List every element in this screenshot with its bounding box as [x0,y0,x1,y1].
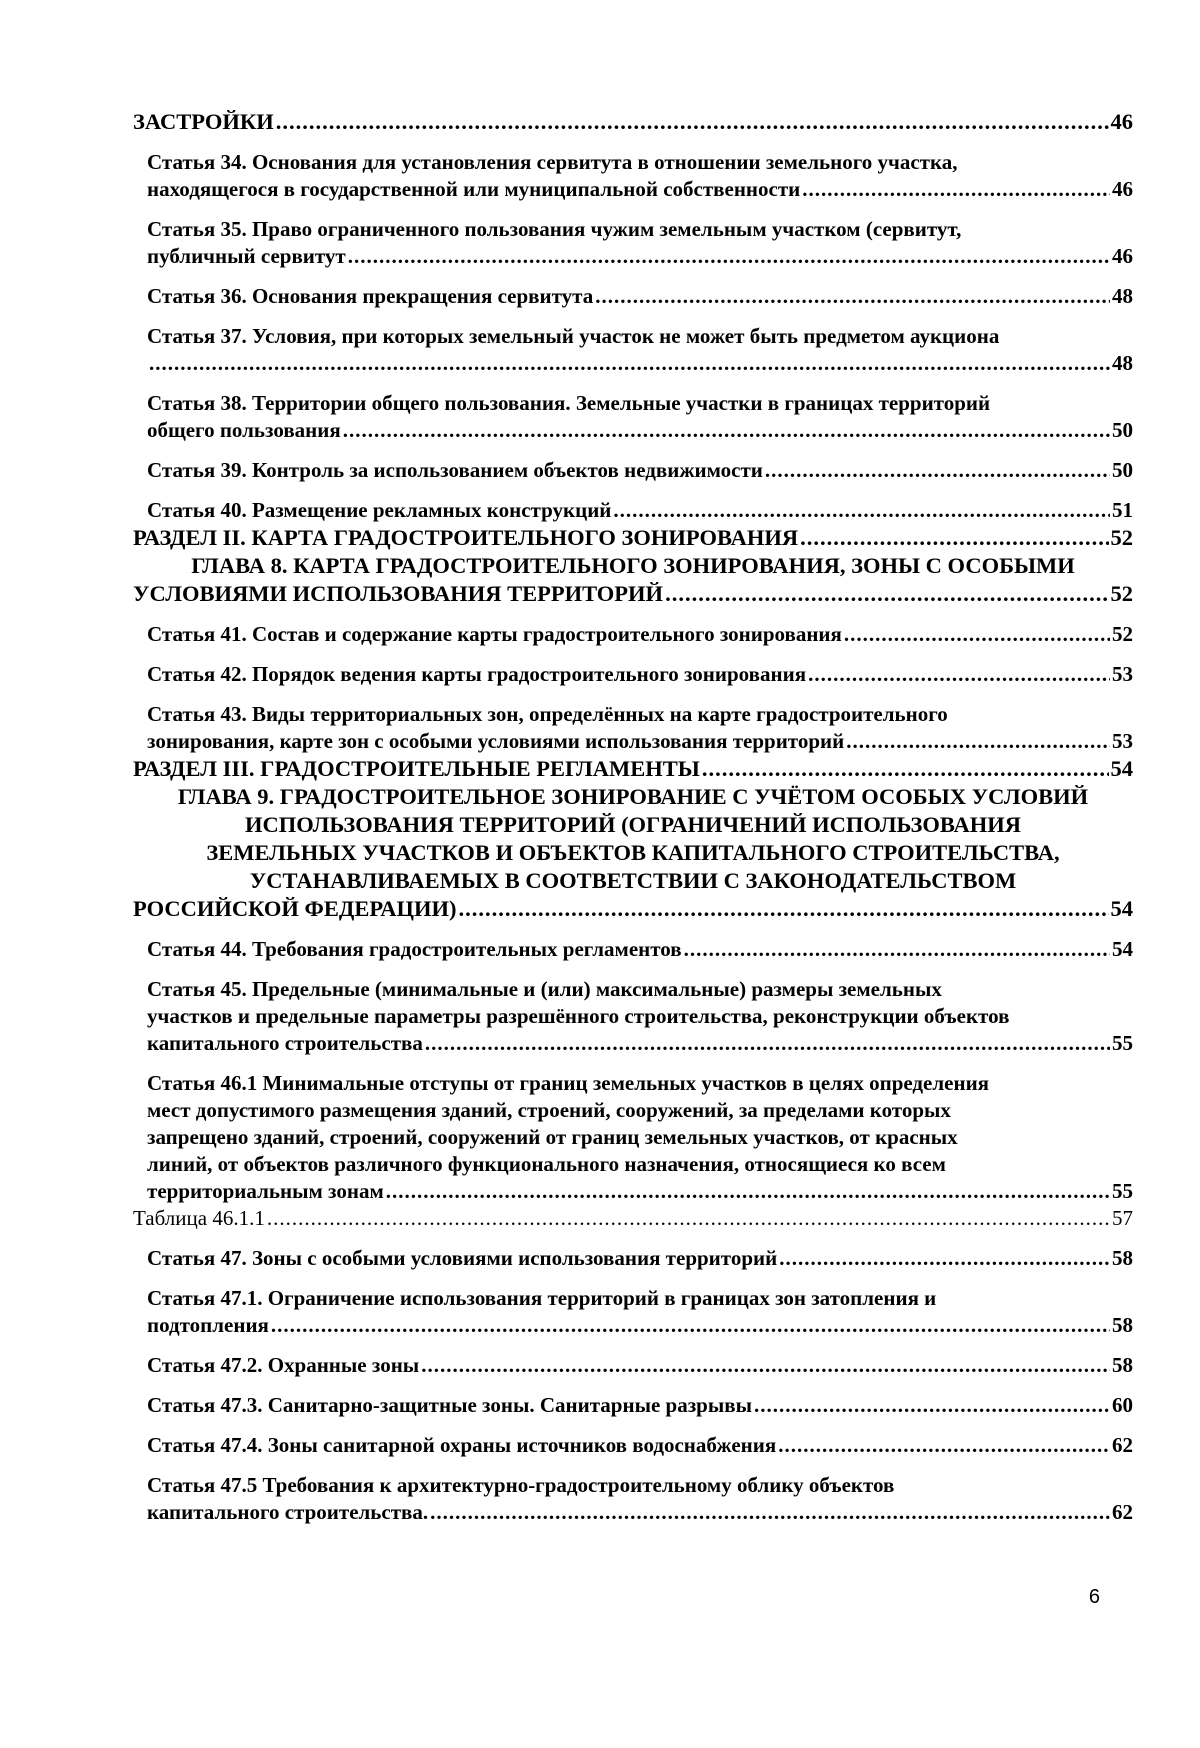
toc-entry-title: капитального строительства. [147,1500,429,1524]
toc-entry-title: подтопления [147,1313,269,1337]
toc-entry[interactable] [133,1070,1133,1205]
toc-page-number: 50 [1112,458,1133,482]
dot-leader [149,350,1110,377]
toc-entry-title: РАЗДЕЛ II. КАРТА ГРАДОСТРОИТЕЛЬНОГО ЗОНИРОВАНИЯ [133,525,799,550]
toc-entry-title: Статья 40. Размещение рекламных конструкций [147,498,612,522]
toc-page-number: 55 [1112,1031,1133,1055]
toc-entry[interactable] [133,497,1133,524]
toc-page-number: 54 [1110,896,1133,921]
toc-entry[interactable] [133,1205,1133,1232]
toc-page-number: 62 [1112,1500,1133,1524]
toc-page-number: 60 [1112,1393,1133,1417]
toc-entry[interactable] [133,1472,1133,1526]
toc-page-number: 58 [1112,1313,1133,1337]
toc-page-number: 51 [1112,498,1133,522]
toc-page-number: 50 [1112,418,1133,442]
toc-entry-line [147,243,1133,270]
toc-entry-text: Статья 47.1. Ограничение использования территорий в границах зон затопления и [147,1286,937,1310]
toc-page-number: 58 [1112,1246,1133,1270]
dot-leader [613,497,1110,524]
toc-entry-line [147,457,1133,484]
toc-entry-text: Статья 35. Право ограниченного пользования чужим земельным участком (сервитут, [147,217,962,241]
toc-entry-title: УСЛОВИЯМИ ИСПОЛЬЗОВАНИЯ ТЕРРИТОРИЙ [133,581,664,606]
toc-entry-line [133,580,1133,608]
table-of-contents [133,108,1133,1526]
toc-entry-title: Статья 44. Требования градостроительных регламентов [147,937,682,961]
toc-entry[interactable] [133,1352,1133,1379]
toc-page-number: 57 [1112,1206,1133,1230]
toc-entry-text: участков и предельные параметры разрешённого строительства, реконструкции объектов [147,1004,1010,1028]
toc-entry-line [147,1392,1133,1419]
toc-entry-line [147,1432,1133,1459]
dot-leader [458,895,1108,923]
toc-entry[interactable] [133,755,1133,783]
dot-leader [778,1432,1110,1459]
toc-entry-line [147,936,1133,963]
toc-entry[interactable] [133,621,1133,648]
toc-entry-text: запрещено зданий, строений, сооружений от границ земельных участков, от красных [147,1125,958,1149]
toc-entry-title: Статья 47.2. Охранные зоны [147,1353,420,1377]
toc-page-number: 46 [1112,177,1133,201]
toc-entry-text: ЗЕМЕЛЬНЫХ УЧАСТКОВ И ОБЪЕКТОВ КАПИТАЛЬНОГО СТРОИТЕЛЬСТВА, [206,840,1060,865]
dot-leader [276,108,1109,136]
toc-entry-text: Статья 37. Условия, при которых земельный участок не может быть предметом аукциона [147,324,1000,348]
toc-entry-text: Статья 43. Виды территориальных зон, определённых на карте градостроительного [147,702,948,726]
toc-entry-title: общего пользования [147,418,341,442]
toc-entry-title: Статья 47. Зоны с особыми условиями использования территорий [147,1246,778,1270]
dot-leader [386,1178,1110,1205]
dot-leader [271,1312,1110,1339]
toc-entry-text: Статья 45. Предельные (минимальные и (или) максимальные) размеры земельных [147,977,942,1001]
toc-entry[interactable] [133,457,1133,484]
dot-leader [595,283,1110,310]
toc-entry-title: Таблица 46.1.1 [133,1206,265,1230]
toc-entry-line [133,524,1133,552]
dot-leader [844,621,1110,648]
toc-entry-text: Статья 46.1 Минимальные отступы от границ земельных участков в целях определения [147,1071,990,1095]
toc-entry-title: Статья 41. Состав и содержание карты градостроительного зонирования [147,622,842,646]
toc-entry-text: ГЛАВА 9. ГРАДОСТРОИТЕЛЬНОЕ ЗОНИРОВАНИЕ С УЧЁТОМ ОСОБЫХ УСЛОВИЙ [177,784,1089,809]
toc-entry-line [147,283,1133,310]
toc-entry-line [147,1499,1133,1526]
toc-entry-text: Статья 38. Территории общего пользования. Земельные участки в границах территорий [147,391,991,415]
toc-page-number: 52 [1112,622,1133,646]
toc-entry[interactable] [133,783,1133,923]
toc-entry-line [147,661,1133,688]
toc-entry-line [133,1205,1133,1232]
toc-entry-title: капитального строительства [147,1031,423,1055]
toc-entry[interactable] [133,552,1133,608]
toc-entry[interactable] [133,216,1133,270]
toc-entry-text: Статья 47.5 Требования к архитектурно-градостроительному облику объектов [147,1473,895,1497]
toc-entry-line [147,1245,1133,1272]
toc-entry-title: Статья 42. Порядок ведения карты градостроительного зонирования [147,662,807,686]
toc-entry[interactable] [133,390,1133,444]
toc-entry-text: ИСПОЛЬЗОВАНИЯ ТЕРРИТОРИЙ (ОГРАНИЧЕНИЙ ИСПОЛЬЗОВАНИЯ [244,812,1022,837]
toc-entry-title: публичный сервитут [147,244,346,268]
toc-page-number: 55 [1112,1179,1133,1203]
toc-entry-line [147,1312,1133,1339]
toc-entry-line [133,755,1133,783]
toc-entry-text: линий, от объектов различного функционального назначения, относящиеся ко всем [147,1152,946,1176]
toc-entry-line [147,417,1133,444]
dot-leader [425,1030,1110,1057]
toc-page-number: 46 [1110,109,1133,134]
toc-entry-line [133,895,1133,923]
toc-entry-title: Статья 39. Контроль за использованием объектов недвижимости [147,458,763,482]
toc-page-number: 52 [1110,581,1133,606]
toc-entry-text: мест допустимого размещения зданий, строений, сооружений, за пределами которых [147,1098,951,1122]
toc-entry[interactable] [133,524,1133,552]
toc-entry[interactable] [133,108,1133,136]
toc-entry-text: Статья 34. Основания для установления сервитута в отношении земельного участка, [147,150,958,174]
toc-entry[interactable] [133,323,1133,377]
dot-leader [267,1205,1110,1232]
toc-page-number: 48 [1112,284,1133,308]
toc-entry[interactable] [133,936,1133,963]
dot-leader [765,457,1110,484]
toc-entry-title: Статья 47.3. Санитарно-защитные зоны. Санитарные разрывы [147,1393,752,1417]
toc-entry-title: ЗАСТРОЙКИ [133,109,274,134]
toc-entry[interactable] [133,1285,1133,1339]
dot-leader [754,1392,1110,1419]
toc-entry-text: ГЛАВА 8. КАРТА ГРАДОСТРОИТЕЛЬНОГО ЗОНИРОВАНИЯ, ЗОНЫ С ОСОБЫМИ [191,553,1075,578]
dot-leader [348,243,1110,270]
dot-leader [684,936,1110,963]
toc-entry-text: УСТАНАВЛИВАЕМЫХ В СООТВЕТСТВИИ С ЗАКОНОДАТЕЛЬСТВОМ [249,868,1017,893]
toc-page-number: 54 [1112,937,1133,961]
toc-entry[interactable] [133,701,1133,755]
toc-entry[interactable] [133,1392,1133,1419]
toc-entry-line [147,1030,1133,1057]
toc-page-number: 48 [1112,351,1133,375]
toc-entry-title: РАЗДЕЛ III. ГРАДОСТРОИТЕЛЬНЫЕ РЕГЛАМЕНТЫ [133,756,700,781]
toc-entry-title: находящегося в государственной или муниципальной собственности [147,177,801,201]
toc-entry-line [147,1352,1133,1379]
toc-entry[interactable] [133,149,1133,203]
toc-page-number: 46 [1112,244,1133,268]
toc-page-number: 53 [1112,662,1133,686]
toc-page-number: 54 [1110,756,1133,781]
toc-entry-title: Статья 36. Основания прекращения сервитута [147,284,594,308]
dot-leader [343,417,1110,444]
toc-entry[interactable] [133,1432,1133,1459]
toc-entry-line [147,728,1133,755]
toc-entry-title: территориальным зонам [147,1179,384,1203]
toc-page-number: 52 [1110,525,1133,550]
toc-entry-title: зонирования, карте зон с особыми условиями использования территорий [147,729,845,753]
toc-entry-line [147,350,1133,377]
dot-leader [665,580,1108,608]
toc-entry-line [147,1178,1133,1205]
dot-leader [846,728,1110,755]
dot-leader [800,524,1108,552]
toc-entry[interactable] [133,1245,1133,1272]
dot-leader [802,176,1110,203]
dot-leader [421,1352,1110,1379]
page-number: 6 [1088,1586,1100,1608]
toc-entry-title: Статья 47.4. Зоны санитарной охраны источников водоснабжения [147,1433,777,1457]
toc-entry[interactable] [133,283,1133,310]
dot-leader [702,755,1109,783]
dot-leader [779,1245,1110,1272]
toc-entry-line [147,176,1133,203]
toc-entry[interactable] [133,976,1133,1057]
dot-leader [430,1499,1110,1526]
dot-leader [808,661,1110,688]
toc-page-number: 58 [1112,1353,1133,1377]
toc-entry-line [147,497,1133,524]
toc-entry-line [133,108,1133,136]
toc-entry-title: РОССИЙСКОЙ ФЕДЕРАЦИИ) [133,896,457,921]
toc-page-number: 62 [1112,1433,1133,1457]
toc-entry[interactable] [133,661,1133,688]
toc-page-number: 53 [1112,729,1133,753]
toc-entry-line [147,621,1133,648]
